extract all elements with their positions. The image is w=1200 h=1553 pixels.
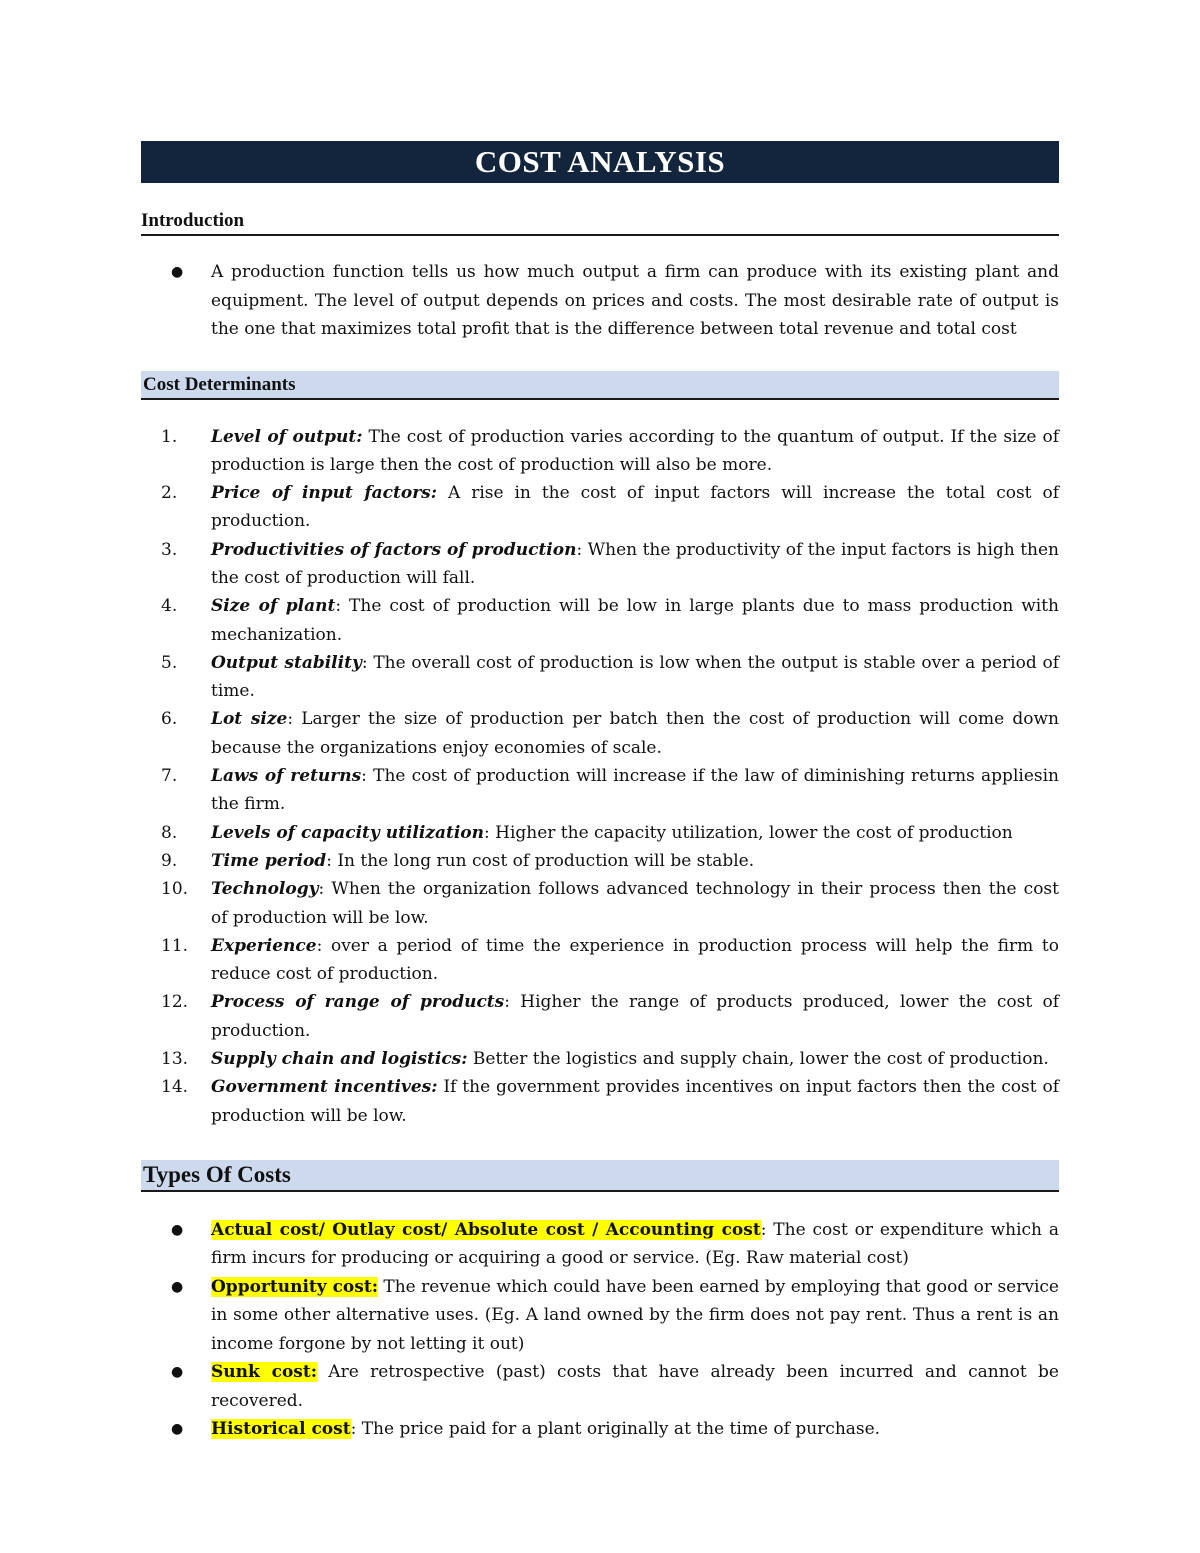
page-title: COST ANALYSIS: [474, 144, 726, 179]
item-number: 8.: [161, 822, 178, 843]
item-number: 10.: [161, 879, 189, 900]
bullet-icon: ●: [171, 1221, 184, 1238]
determinant-item: [141, 1045, 1059, 1073]
item-term: Productivities of factors of production: [211, 539, 577, 560]
item-number: 11.: [161, 935, 189, 956]
item-term: Supply chain and logistics:: [211, 1049, 468, 1070]
item-term: Experience: [211, 935, 317, 956]
cost-determinants-heading: Cost Determinants: [141, 371, 1059, 400]
determinant-item: [141, 762, 1059, 819]
item-term: Time period: [211, 850, 327, 871]
item-term: Lot size: [211, 709, 288, 730]
item-number: 1.: [161, 426, 178, 447]
determinant-item: [141, 1073, 1059, 1130]
item-term: Government incentives:: [211, 1077, 438, 1098]
item-text: : Higher the range of products produced, lower the cost of production.: [211, 992, 1059, 1041]
cost-type-text: : The cost or expenditure which a firm incurs for producing or acquiring a good or service. (Eg. Raw material cost): [211, 1219, 1059, 1269]
introduction-text: A production function tells us how much output a firm can produce with its existing plant and equipment. The level of output depends on prices and costs. The most desirable rate of output is the one that maximizes total profit that is the difference between total revenue and total cost: [211, 262, 1059, 339]
determinant-item: [141, 649, 1059, 706]
item-number: 6.: [161, 709, 178, 730]
cost-type-term: Sunk cost:: [211, 1362, 317, 1383]
cost-type-term: Opportunity cost:: [211, 1276, 378, 1297]
types-list: [141, 1216, 1059, 1444]
item-term: Process of range of products: [211, 992, 505, 1013]
item-number: 14.: [161, 1077, 189, 1098]
item-text: : over a period of time the experience in production process will help the firm to reduce cost of production.: [211, 935, 1059, 985]
item-term: Technology: [211, 879, 319, 900]
bullet-icon: ●: [171, 1421, 184, 1438]
introduction-heading: Introduction: [141, 210, 1059, 236]
item-text: : The overall cost of production is low when the output is stable over a period of time.: [211, 652, 1059, 702]
determinant-item: [141, 932, 1059, 989]
cost-type-term: Historical cost: [211, 1419, 351, 1440]
item-number: 5.: [161, 652, 178, 673]
item-text: Better the logistics and supply chain, lower the cost of production.: [467, 1049, 1049, 1070]
item-text: A rise in the cost of input factors will increase the total cost of production.: [211, 483, 1059, 532]
title-banner: [141, 141, 1059, 183]
determinant-item: [141, 819, 1059, 847]
item-number: 3.: [161, 539, 178, 560]
item-number: 13.: [161, 1049, 189, 1070]
determinant-item: [141, 988, 1059, 1045]
determinant-item: [141, 847, 1059, 875]
item-term: Size of plant: [211, 596, 336, 617]
list-item: [141, 258, 1059, 344]
types-of-costs-heading: Types Of Costs: [141, 1160, 1059, 1192]
item-term: Price of input factors:: [211, 483, 438, 504]
item-text: : When the organization follows advanced technology in their process then the cost of production will be low.: [211, 879, 1059, 928]
cost-type-term: Actual cost/ Outlay cost/ Absolute cost / Accounting cost: [211, 1219, 761, 1240]
item-term: Level of output:: [211, 426, 363, 447]
cost-type-item: [141, 1273, 1059, 1359]
determinant-item: [141, 592, 1059, 649]
item-number: 4.: [161, 596, 178, 617]
item-text: : In the long run cost of production will be stable.: [326, 850, 755, 871]
determinant-item: [141, 479, 1059, 536]
item-number: 12.: [161, 992, 189, 1013]
document-page: [141, 141, 1059, 1444]
determinants-list: [141, 423, 1059, 1130]
determinant-item: [141, 536, 1059, 593]
bullet-icon: ●: [171, 264, 184, 280]
item-text: : The cost of production will be low in large plants due to mass production with mechanization.: [211, 596, 1060, 645]
item-number: 2.: [161, 483, 178, 504]
cost-type-item: [141, 1358, 1059, 1415]
item-term: Laws of returns: [211, 766, 362, 787]
bullet-icon: ●: [171, 1278, 184, 1295]
determinant-item: [141, 423, 1059, 480]
item-text: If the government provides incentives on input factors then the cost of production will be low.: [211, 1077, 1060, 1126]
introduction-list: [141, 258, 1059, 344]
item-text: : Higher the capacity utilization, lower the cost of production: [483, 822, 1013, 843]
item-term: Levels of capacity utilization: [211, 822, 484, 843]
item-text: : When the productivity of the input factors is high then the cost of production will fall.: [211, 539, 1059, 588]
item-number: 7.: [161, 766, 178, 787]
cost-type-item: [141, 1216, 1059, 1273]
item-text: The cost of production varies according to the quantum of output. If the size of production is large then the cost of production will also be more.: [211, 426, 1059, 475]
item-number: 9.: [161, 850, 178, 871]
item-text: : Larger the size of production per batch then the cost of production will come down because the organizations enjoy economies of scale.: [211, 709, 1059, 758]
cost-type-text: Are retrospective (past) costs that have already been incurred and cannot be recovered.: [211, 1362, 1059, 1411]
item-text: : The cost of production will increase if the law of diminishing returns appliesin the firm.: [211, 766, 1059, 815]
determinant-item: [141, 875, 1059, 932]
determinant-item: [141, 705, 1059, 762]
cost-type-item: [141, 1415, 1059, 1444]
item-term: Output stability: [211, 652, 362, 673]
bullet-icon: ●: [171, 1364, 184, 1381]
cost-type-text: The revenue which could have been earned by employing that good or service in some other alternative uses. (Eg. A land owned by the firm does not pay rent. Thus a rent is an income forgone by not letting it out): [211, 1276, 1059, 1354]
cost-type-text: : The price paid for a plant originally at the time of purchase.: [350, 1419, 881, 1440]
